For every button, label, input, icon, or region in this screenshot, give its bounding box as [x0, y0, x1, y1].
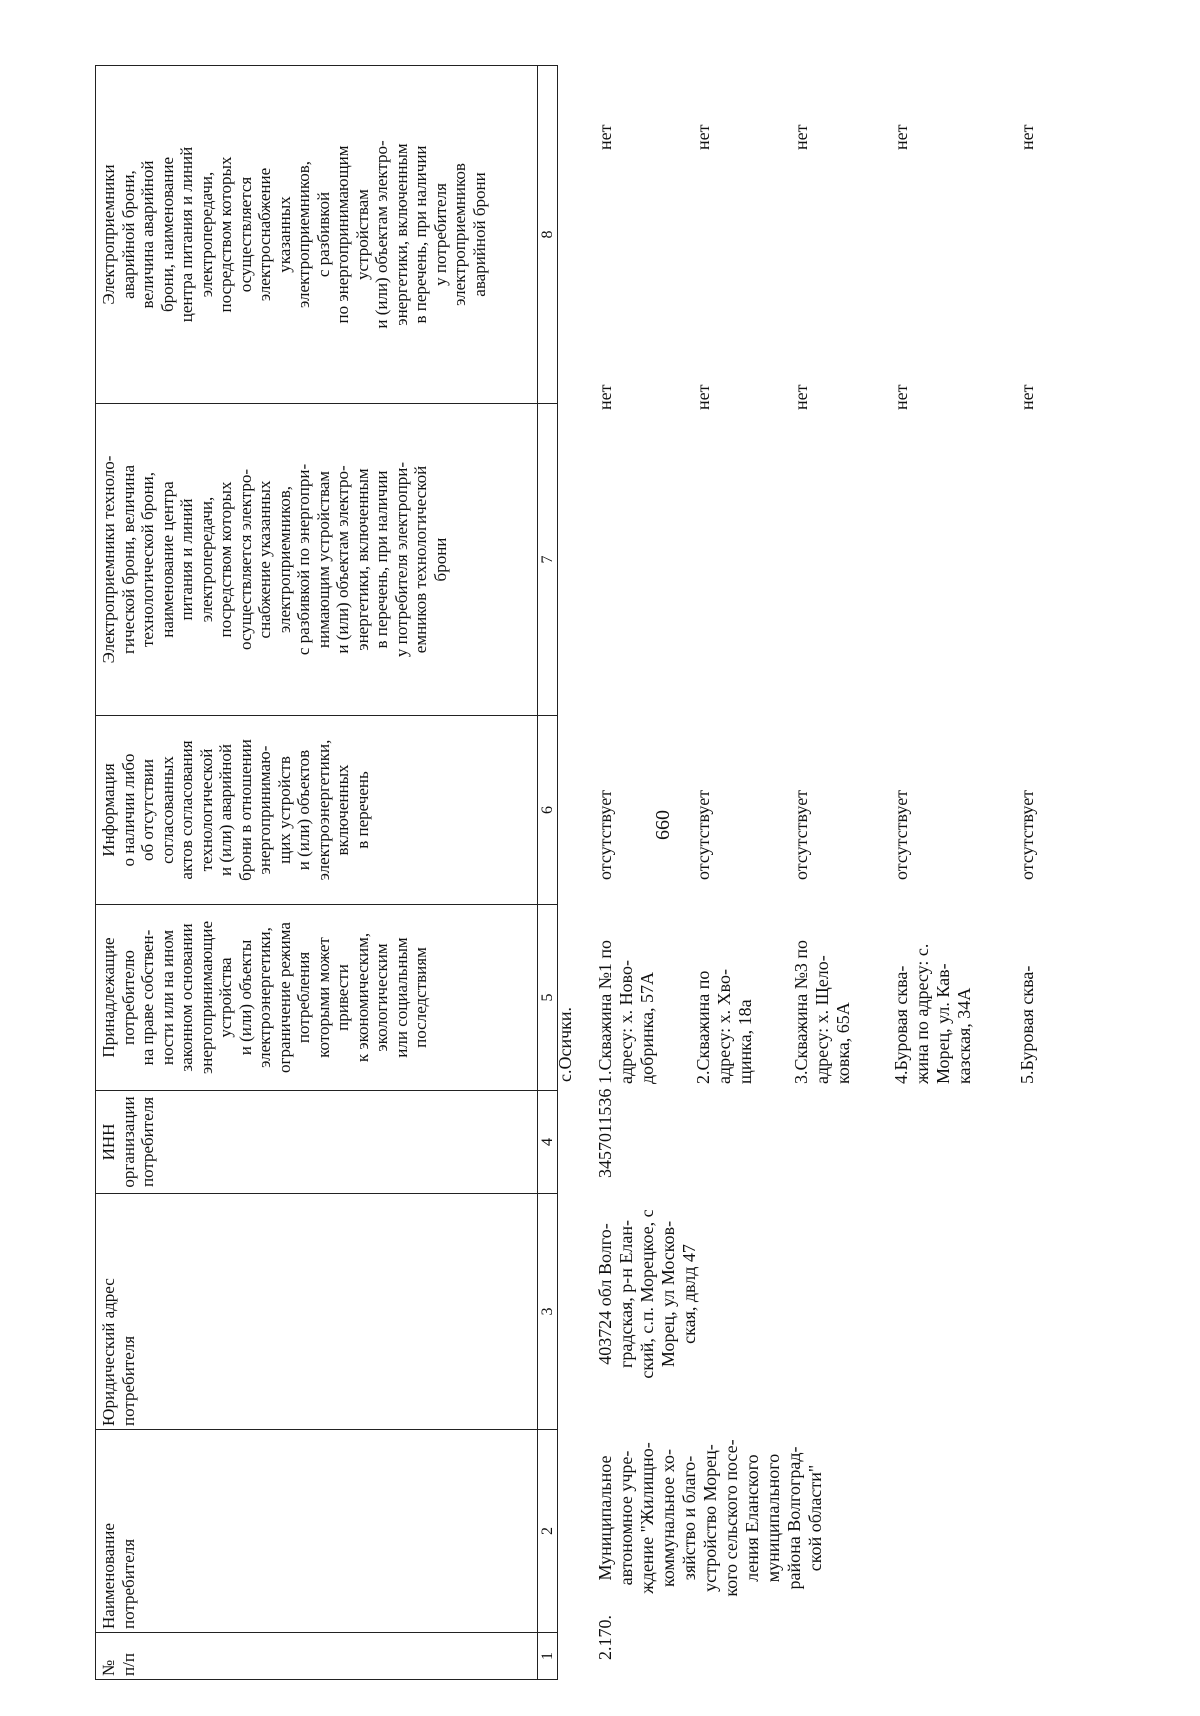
header-col-objects: Принадлежащие потребителю на праве собствен- ности или на ином законном основании энергопринимающие устройства и (или) объекты электроэнергетики, ограничение режима потребления которыми может привести к экономическим, экологическим или социальным последствиям	[96, 905, 538, 1091]
object-acts-info: отсутствует	[1017, 789, 1037, 880]
column-number: 6	[538, 716, 558, 905]
object-name: 3.Скважина №3 по адресу: х. Щело- ковка, 65А	[791, 940, 853, 1084]
header-col-acts-info: Информация о наличии либо об отсутствии согласованных актов согласования технологической и (или) аварийной брони в отношении энергопринимаю- щих устройств и (или) объектов электроэнергетики, включенных в перечень	[96, 716, 538, 905]
object-acts-info: отсутствует	[693, 789, 713, 880]
object-emergency-reserve: нет	[791, 124, 811, 150]
object-emergency-reserve: нет	[1017, 124, 1037, 150]
consumer-address: 403724 обл Волго- градская, р-н Елан- ский, с.п. Морецкое, с Морец, ул Москов- ская, двлд 47	[595, 1209, 699, 1379]
consumer-inn: 3457011536	[595, 1088, 615, 1178]
header-col-name: Наименование потребителя	[96, 1430, 538, 1633]
column-number: 5	[538, 905, 558, 1091]
header-col-inn: ИНН организации потребителя	[96, 1091, 538, 1194]
object-tech-reserve: нет	[1017, 384, 1037, 410]
column-number: 1	[538, 1633, 558, 1680]
table-body	[555, 66, 1105, 1680]
column-number: 4	[538, 1091, 558, 1194]
header-col-emergency-reserve: Электроприемники аварийной брони, величина аварийной брони, наименование центра питания и линий электропередачи, посредством которых осуществляется электроснабжение указанных электроприемников, с разбивкой по энергопринимающим устройствам и (или) объектам электро- энергетики, включенным в перечень, при наличии у потребителя электроприемников аварийной брони	[96, 66, 538, 404]
column-number: 2	[538, 1430, 558, 1633]
object-name: 5.Буровая сква-	[1017, 965, 1037, 1084]
object-name: 2.Скважина по адресу: х. Хво- щинка, 18а	[693, 969, 755, 1084]
object-acts-info: отсутствует	[791, 789, 811, 880]
object-acts-info: отсутствует	[595, 789, 615, 880]
column-number-row	[538, 66, 558, 1680]
header-col-number: № п/п	[96, 1633, 538, 1680]
object-acts-info: отсутствует	[891, 789, 911, 880]
header-col-address: Юридический адрес потребителя	[96, 1194, 538, 1430]
table-header	[95, 65, 558, 1680]
object-emergency-reserve: нет	[891, 124, 911, 150]
section-label: с.Осички.	[555, 1006, 575, 1082]
page-number: 660	[652, 810, 674, 840]
object-tech-reserve: нет	[791, 384, 811, 410]
consumer-name: Муниципальное автономное учре- ждение "Жилищно- коммунальное хо- зяйство и благо- устройство Морец- кого сельского посе- ления Еланского муниципального района Волгоград- ской области"	[595, 1439, 825, 1597]
object-emergency-reserve: нет	[693, 124, 713, 150]
object-tech-reserve: нет	[891, 384, 911, 410]
object-tech-reserve: нет	[693, 384, 713, 410]
column-number: 3	[538, 1194, 558, 1430]
object-emergency-reserve: нет	[595, 124, 615, 150]
entry-number: 2.170.	[595, 1615, 615, 1660]
header-col-tech-reserve: Электроприемники техноло- гической брони, величина технологической брони, наименование центра питания и линий электропередачи, посредством которых осуществляется электро- снабжение указанных электроприемников, с разбивкой по энергопри- нимающим устройствам и (или) объектам электро- энергетики, включенным в перечень, при наличии у потребителя электропри- емников технологической брони	[96, 404, 538, 716]
object-name: 1.Скважина №1 по адресу: х. Ново- добринка, 57А	[595, 940, 657, 1084]
column-number: 7	[538, 404, 558, 716]
rotated-page-content	[95, 64, 1105, 1680]
column-number: 8	[538, 66, 558, 404]
object-tech-reserve: нет	[595, 384, 615, 410]
object-name: 4.Буровая сква- жина по адресу: с. Морец, ул. Кав- казская, 34А	[891, 943, 974, 1084]
